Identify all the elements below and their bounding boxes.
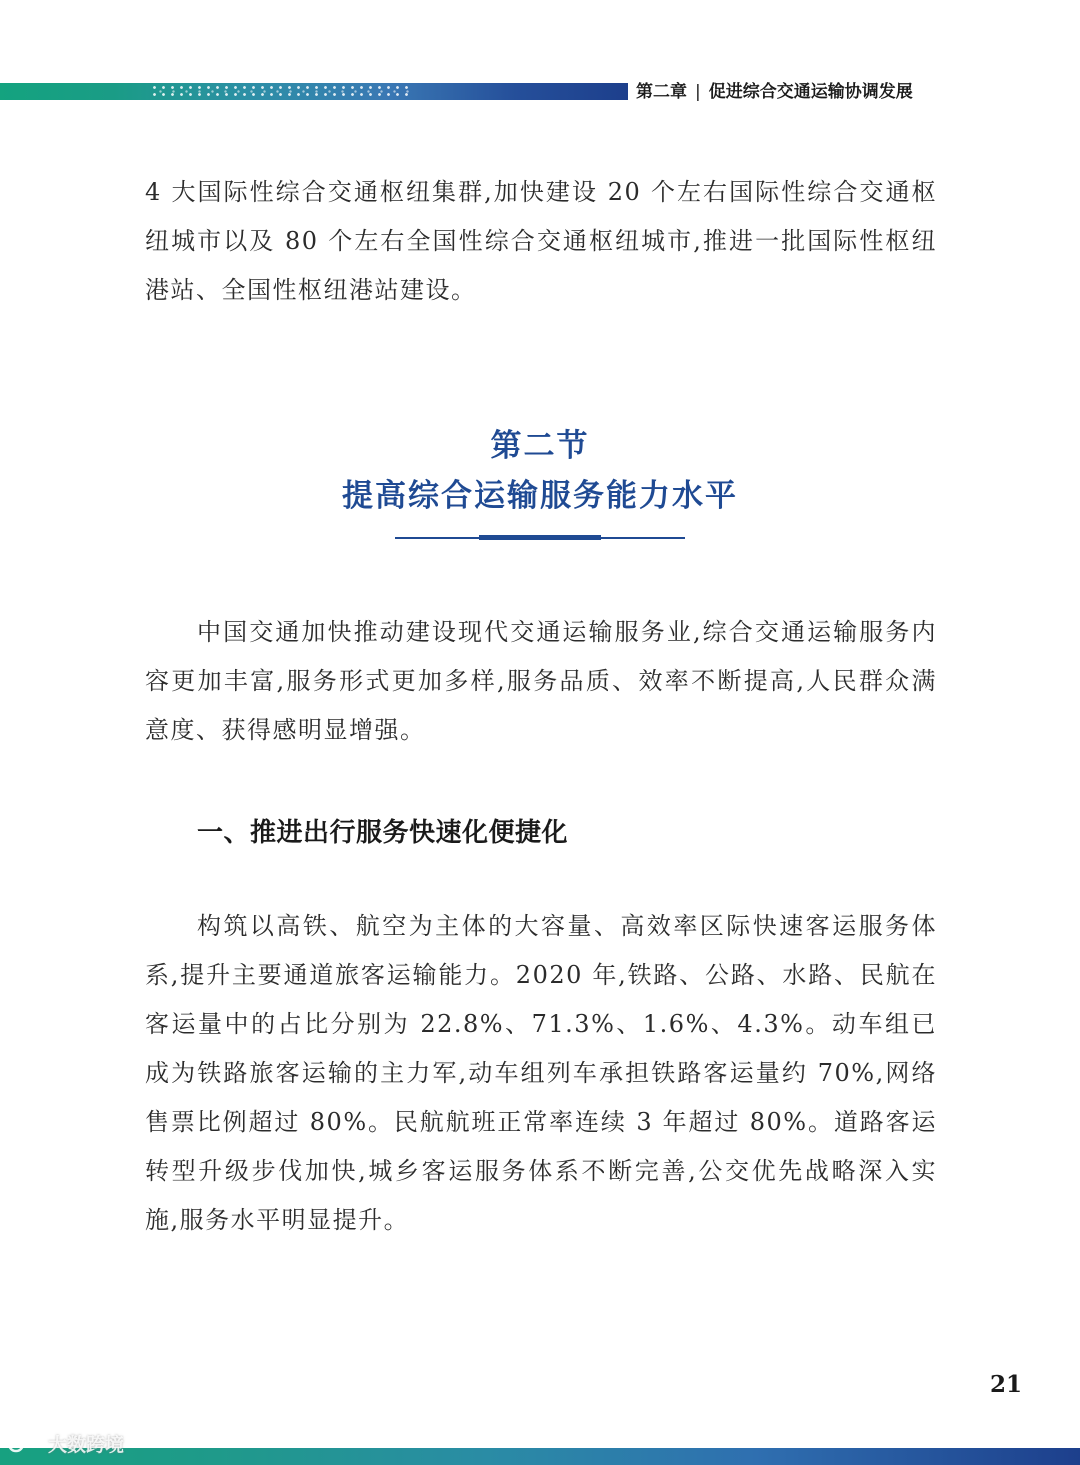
section-number: 第二节 [490, 428, 590, 464]
subsection-heading: 一、推进出行服务快速化便捷化 [197, 818, 569, 848]
header-separator: | [695, 82, 701, 102]
chapter-title: 促进综合交通运输协调发展 [708, 82, 913, 102]
body-paragraph-continued: 4 大国际性综合交通枢纽集群,加快建设 20 个左右国际性综合交通枢纽城市以及 80 个左右全国性综合交通枢纽城市,推进一批国际性枢纽港站、全国性枢纽港站建设。 [145, 178, 937, 304]
subsection-paragraph: 构筑以高铁、航空为主体的大容量、高效率区际快速客运服务体系,提升主要通道旅客运输能力。2020 年,铁路、公路、水路、民航在客运量中的占比分别为 22.8%、71.3%、1.6%、4.3%。动车组已成为铁路旅客运输的主力军,动车组列车承担铁路客运量约 70%,网络售票比例超过 80%。民航航班正常率连续 3 年超过 80%。道路客运转型升级步伐加快,城乡客运服务体系不断完善,公交优先战略深入实施,服务水平明显提升。 [145, 912, 937, 1234]
section-divider-accent [479, 535, 601, 540]
chapter-label: 第二章 [636, 82, 687, 102]
footer-color-band [0, 1448, 1080, 1465]
watermark [8, 1430, 124, 1457]
watermark-logo-icon [8, 1433, 44, 1455]
watermark-text: 大数跨境 [48, 1434, 125, 1456]
page-number: 21 [990, 1371, 1023, 1398]
section-intro-paragraph: 中国交通加快推动建设现代交通运输服务业,综合交通运输服务内容更加丰富,服务形式更加多样,服务品质、效率不断提高,人民群众满意度、获得感明显增强。 [145, 618, 937, 744]
running-header [636, 80, 913, 104]
header-dot-pattern [150, 84, 410, 99]
section-title: 提高综合运输服务能力水平 [342, 478, 738, 514]
